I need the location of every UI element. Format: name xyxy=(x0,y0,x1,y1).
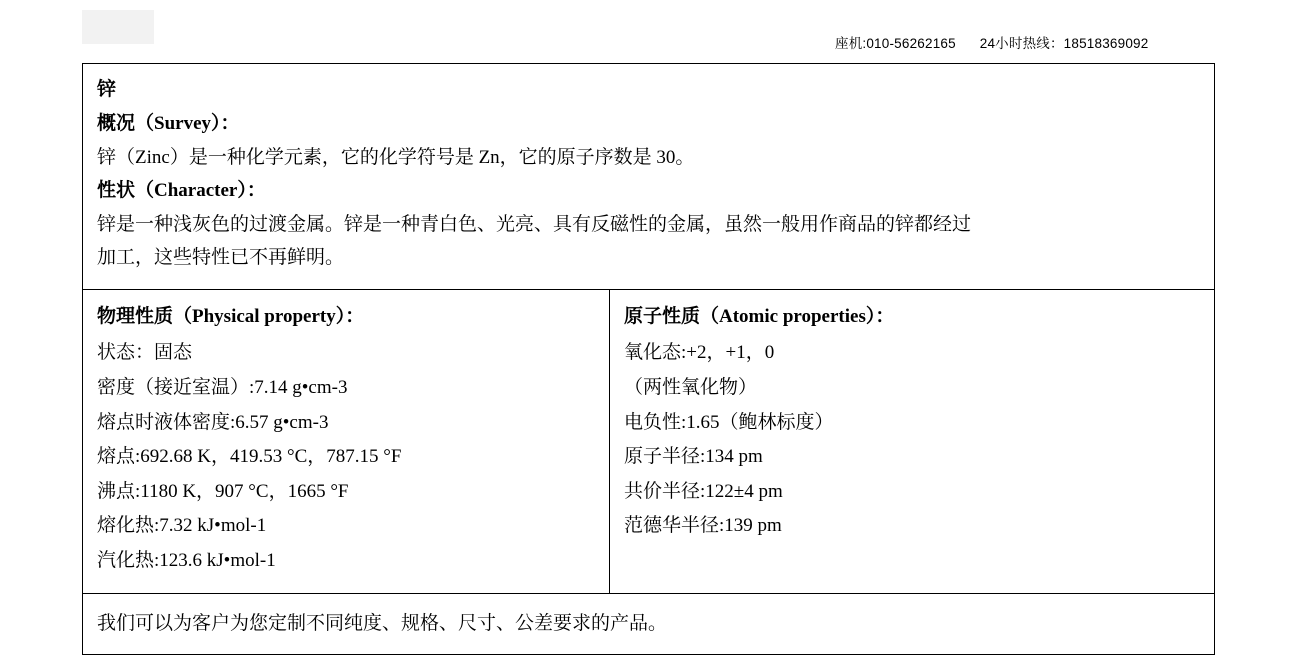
survey-text: 锌（Zinc）是一种化学元素，它的化学符号是 Zn，它的原子序数是 30。 xyxy=(97,146,695,168)
table-row-intro xyxy=(83,64,1214,290)
physical-property-cell xyxy=(83,290,610,592)
page-title: 锌 xyxy=(97,79,117,100)
physical-property-line: 密度（接近室温）:7.14 g•cm-3 xyxy=(97,377,348,399)
character-heading: 性状（Character）： xyxy=(97,180,266,202)
physical-property-line: 汽化热:123.6 kJ•mol-1 xyxy=(97,549,276,571)
character-text-line-2: 加工，这些特性已不再鲜明。 xyxy=(97,247,345,269)
character-text-line-1: 锌是一种浅灰色的过渡金属。锌是一种青白色、光亮、具有反磁性的金属，虽然一般用作商品的锌都经过 xyxy=(97,213,972,235)
customization-note: 我们可以为客户为您定制不同纯度、规格、尺寸、公差要求的产品。 xyxy=(97,612,668,634)
atomic-property-line: 原子半径:134 pm xyxy=(624,446,763,468)
atomic-property-line: （两性氧化物） xyxy=(624,377,758,399)
physical-property-line: 状态：固态 xyxy=(97,342,193,364)
hotline-label: 24小时热线：18518369092 xyxy=(979,36,1149,51)
table-row-properties xyxy=(83,290,1214,593)
atomic-property-line: 氧化态:+2，+1，0 xyxy=(624,342,775,364)
physical-property-line: 熔化热:7.32 kJ•mol-1 xyxy=(97,515,267,537)
atomic-property-line: 范德华半径:139 pm xyxy=(624,515,782,537)
element-info-table xyxy=(82,63,1215,655)
atomic-property-line: 共价半径:122±4 pm xyxy=(624,480,783,502)
atomic-property-line: 电负性:1.65（鲍林标度） xyxy=(624,411,834,433)
physical-property-heading: 物理性质（Physical property）： xyxy=(97,306,365,328)
physical-property-line: 熔点时液体密度:6.57 g•cm-3 xyxy=(97,411,329,433)
atomic-property-cell xyxy=(610,290,1214,592)
phone-label: 座机:010-56262165 xyxy=(835,36,956,51)
atomic-property-heading: 原子性质（Atomic properties）： xyxy=(624,306,895,328)
company-logo xyxy=(82,10,154,44)
contact-info xyxy=(835,32,1148,52)
physical-property-line: 沸点:1180 K，907 °C，1665 °F xyxy=(97,480,349,502)
physical-property-line: 熔点:692.68 K，419.53 °C，787.15 °F xyxy=(97,446,402,468)
survey-heading: 概况（Survey）： xyxy=(97,113,240,135)
intro-cell xyxy=(83,64,1214,289)
